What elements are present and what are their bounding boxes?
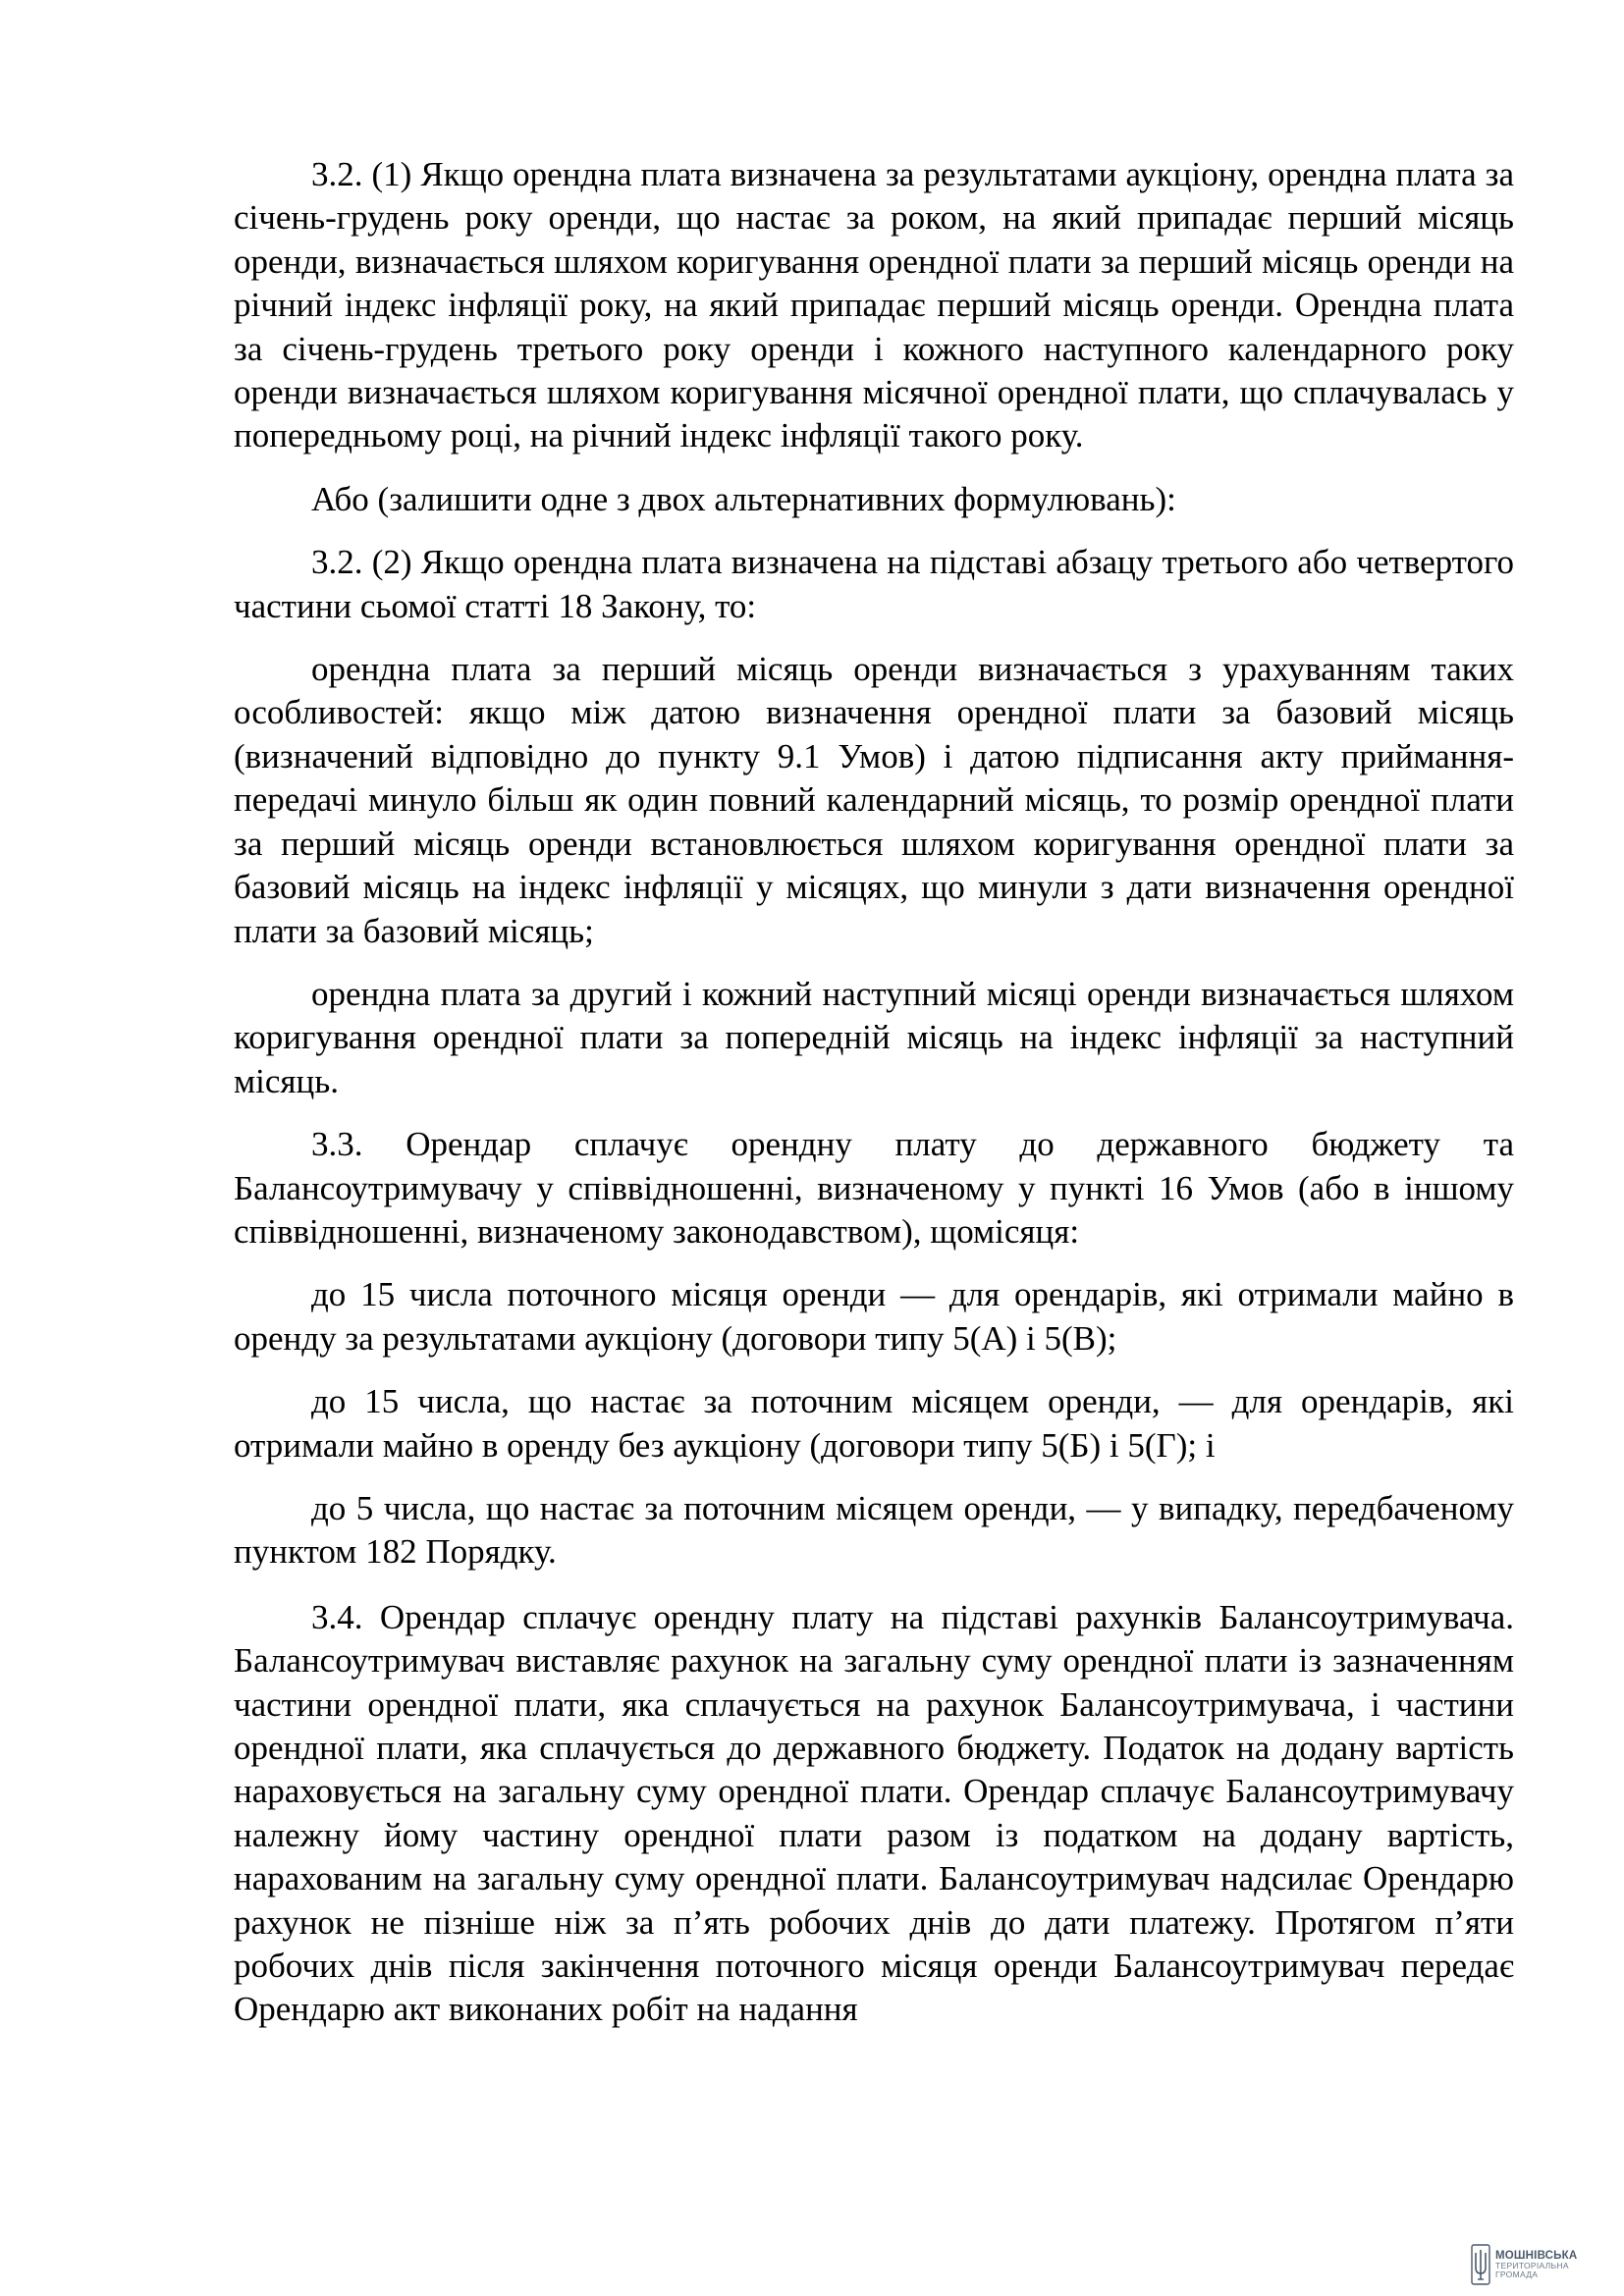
paragraph-deadline-15-current: до 15 числа поточного місяця оренди — для орендарів, які отримали майно в оренду за результатами аукціону (договори типу 5(А) і 5(В);: [234, 1275, 1514, 1358]
community-logo: [1471, 2241, 1618, 2288]
logo-line-3: ГРОМАДА: [1495, 2269, 1539, 2279]
paragraph-3-4: 3.4. Орендар сплачує орендну плату на підставі рахунків Балансоутримувача. Балансоутримувач виставляє рахунок на загальну суму орендної плати із зазначенням частини орендної плати, яка сплачується на рахунок Балансоутримувача, і частини орендної плати, яка сплачується до державного бюджету. Податок на додану вартість нараховується на загальну суму орендної плати. Орендар сплачує Балансоутримувачу належну йому частину орендної плати разом із податком на додану вартість, нарахованим на загальну суму орендної плати. Балансоутримувач надсилає Орендарю рахунок не пізніше ніж за п’ять робочих днів до дати платежу. Протягом п’яти робочих днів після закінчення поточного місяця оренди Балансоутримувач передає Орендарю акт виконаних робіт на надання: [234, 1597, 1514, 2029]
paragraph-deadline-15-next: до 15 числа, що настає за поточним місяцем оренди, — для орендарів, які отримали майно в оренду без аукціону (договори типу 5(Б) і 5(Г); і: [234, 1382, 1514, 1465]
logo-line-1: МОШНІВСЬКА: [1495, 2249, 1578, 2262]
paragraph-alternative-note: Або (залишити одне з двох альтернативних формулювань):: [311, 479, 1176, 518]
logo-line-2: ТЕРИТОРІАЛЬНА: [1495, 2261, 1569, 2271]
paragraph-first-month-rent: орендна плата за перший місяць оренди визначається з урахуванням таких особливостей: якщо між датою визначення орендної плати за базовий місяць (визначений відповідно до пункту 9.1 Умов) і датою підписання акту приймання-передачі минуло більш як один повний календарний місяць, то розмір орендної плати за перший місяць оренди встановлюється шляхом коригування орендної плати за базовий місяць на індекс інфляції у місяцях, що минули з дати визначення орендної плати за базовий місяць;: [234, 650, 1514, 950]
paragraph-3-2-1: 3.2. (1) Якщо орендна плата визначена за результатами аукціону, орендна плата за січень-грудень року оренди, що настає за роком, на який припадає перший місяць оренди, визначається шляхом коригування орендної плати за перший місяць оренди на річний індекс інфляції року, на який припадає перший місяць оренди. Орендна плата за січень-грудень третього року оренди і кожного наступного календарного року оренди визначається шляхом коригування місячної орендної плати, що сплачувалась у попередньому році, на річний індекс інфляції такого року.: [234, 155, 1514, 455]
paragraph-3-3: 3.3. Орендар сплачує орендну плату до державного бюджету та Балансоутримувачу у співвідношенні, визначеному у пункті 16 Умов (або в іншому співвідношенні, визначеному законодавством), щомісяця:: [234, 1125, 1514, 1251]
paragraph-next-month-rent: орендна плата за другий і кожний наступний місяці оренди визначається шляхом коригування орендної плати за попередній місяць на індекс інфляції за наступний місяць.: [234, 974, 1514, 1100]
logo-wordmark: [1495, 2251, 1577, 2279]
document-body: [234, 153, 1514, 2052]
paragraph-3-2-2: 3.2. (2) Якщо орендна плата визначена на підставі абзацу третього або четвертого частини сьомої статті 18 Закону, то:: [234, 543, 1514, 625]
trident-icon: [1471, 2244, 1490, 2285]
paragraph-deadline-5: до 5 числа, що настає за поточним місяцем оренди, — у випадку, передбаченому пунктом 182 Порядку.: [234, 1488, 1514, 1572]
